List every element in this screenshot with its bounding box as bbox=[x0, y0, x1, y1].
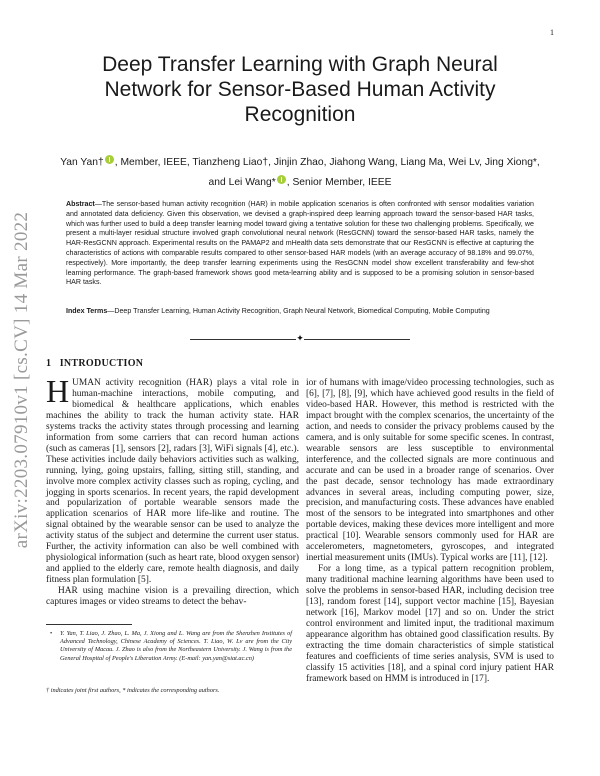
footnote-rule bbox=[46, 624, 132, 625]
index-terms-text: —Deep Transfer Learning, Human Activity Recognition, Graph Neural Network, Biomedical Computing, Mobile Computing bbox=[107, 307, 490, 315]
index-terms-label: Index Terms bbox=[66, 307, 108, 315]
section-number: 1 bbox=[46, 358, 52, 369]
title-line: Network for Sensor-Based Human Activity bbox=[104, 78, 496, 101]
authors-line-1 bbox=[40, 153, 560, 173]
divider-diamond-icon: ✦ bbox=[296, 333, 304, 343]
paragraph: ior of humans with image/video processing technologies, such as [6], [7], [8], [9], which have achieved good results in the field of video-based HAR. However, this method is restricted with the impact brought with the complex scenarios, the uncertainty of the action, and needs to consider the privacy problems caused by the camera, and is only suitable for some specific scenes. In contrast, wearable sensors are less susceptible to environmental interference, and the collected signals are more continuous and accurate and can be used in a broader range of scenarios. Over the past decade, sensor technology has made extraordinary advances in several areas, including computing power, size, precision, and manufacturing costs. These advances have enabled most of the sensors to be integrated into smartphones and other portable devices, making these devices more intelligent and more practical [10]. Wearable sensors commonly used for HAR are accelerometers, magnetometers, gyroscopes, and integrated inertial measurement units (IMUs). Typical works are [11], [12]. bbox=[306, 378, 554, 564]
section-title: INTRODUCTION bbox=[59, 358, 144, 369]
orcid-icon bbox=[277, 175, 286, 184]
title-line: Recognition bbox=[244, 103, 356, 126]
paragraph-text: UMAN activity recognition (HAR) plays a vital role in human-machine interactions, mobile computing, and biomedical & healthcare applications, which enables machines the ability to track the human activity state. HAR systems tracks the activity states through processing and learning information from some carriers that can record human actions (such as cameras [1], sensors [2], radars [3], WiFi signals [4], etc.). These activities include daily behaviors activities such as walking, running, lying, going upstairs, falling, sitting still, standing, and involve more complex activity classes such as roping, cycling, and jogging in sports scenarios. In recent years, the rapid development and popularization of portable wearable sensors made the application scenarios of HAR more life-like and routine. The signal obtained by the wearable sensor can be used to analyze the activity status of the subject and determine the current user status. Further, the activity information can also be well combined with physiological information (such as heart rate, blood oxygen sensor) and applied to the elderly care, remote health diagnosis, and daily fitness plan formulation [5]. bbox=[46, 378, 299, 586]
index-terms bbox=[66, 307, 534, 317]
footnote-bullet: • bbox=[50, 630, 53, 637]
paragraph: HAR using machine vision is a prevailing direction, which captures images or video streams to detect the behav- bbox=[46, 586, 299, 608]
paper-title bbox=[60, 52, 540, 127]
author-list bbox=[40, 153, 560, 193]
footnote-affiliations: Y. Yan, T. Liao, J. Zhao, L. Ma, J. Xiong and L. Wang are from the Shenzhen Institutes of Advanced Technology, Chinese Academy of Sciences. T. Liao, W. Lv are from the City University of Macau. J. Zhao is also from the Northeastern University. J. Wang is from the General Hospital of People's Liberation Army. (E-mail: yan.yan@siat.ac.cn) bbox=[60, 630, 292, 662]
joint-first-mark: † bbox=[97, 157, 104, 168]
authors-line-2 bbox=[40, 173, 560, 193]
left-column bbox=[46, 373, 299, 608]
author-name: Yan Yan bbox=[60, 157, 98, 168]
abstract-label: Abstract bbox=[66, 200, 95, 208]
arxiv-identifier: arXiv:2203.07910v1 [cs.CV] 14 Mar 2022 bbox=[11, 211, 32, 549]
section-heading bbox=[46, 358, 143, 369]
footnote-contributions: † indicates joint first authors, * indicates the corresponding authors. bbox=[46, 687, 220, 694]
drop-cap: H bbox=[46, 373, 70, 409]
abstract bbox=[66, 200, 534, 288]
right-column bbox=[306, 378, 554, 685]
abstract-text: —The sensor-based human activity recognition (HAR) in mobile application scenarios is often confronted with sensor modalities variation and annotated data deficiency. Given this observation, we devised a graph-inspired deep learning approach toward the sensor-based HAR tasks, which was further used to build a deep transfer learning model toward giving a tentative solution for these two challenging problems. Specifically, we present a multi-layer residual structure involved graph convolutional neural network (ResGCNN) toward the sensor-based HAR tasks, namely the HAR-ResGCNN approach. Experimental results on the PAMAP2 and mHealth data sets demonstrate that our ResGCNN is effective at capturing the characteristics of actions with comparable results compared to other sensor-based HAR models (with an average accuracy of 98.18% and 99.07%, respectively). More importantly, the deep transfer learning experiments using the ResGCNN model show excellent transferability and few-shot learning performance. The graph-based framework shows good meta-learning ability and is supposed to be a promising solution in sensor-based HAR tasks. bbox=[66, 200, 534, 287]
paragraph bbox=[46, 373, 299, 586]
orcid-icon bbox=[105, 155, 114, 164]
authors-text: , Member, IEEE, Tianzheng Liao†, Jinjin Zhao, Jiahong Wang, Liang Ma, Wei Lv, Jing Xiong*, bbox=[114, 157, 540, 168]
author-name: and Lei Wang* bbox=[208, 177, 276, 188]
paragraph: For a long time, as a typical pattern recognition problem, many traditional machine learning algorithms have been used to solve the problems in sensor-based HAR, including decision tree [13], random forest [14], support vector machine [15], Bayesian network [16], Markov model [17] and so on. Under the strict control environment and limited input, the traditional maximum appearance algorithm has obtained good classification results. By extracting the time domain characteristics of simple statistical features and coefficients of time series analysis, SVM is used to classify 15 activities [18], and a spinal cord injury patient HAR framework based on HMM is introduced in [17]. bbox=[306, 564, 554, 684]
page-number: 1 bbox=[550, 28, 554, 37]
title-line: Deep Transfer Learning with Graph Neural bbox=[102, 53, 498, 76]
authors-text: , Senior Member, IEEE bbox=[286, 177, 392, 188]
